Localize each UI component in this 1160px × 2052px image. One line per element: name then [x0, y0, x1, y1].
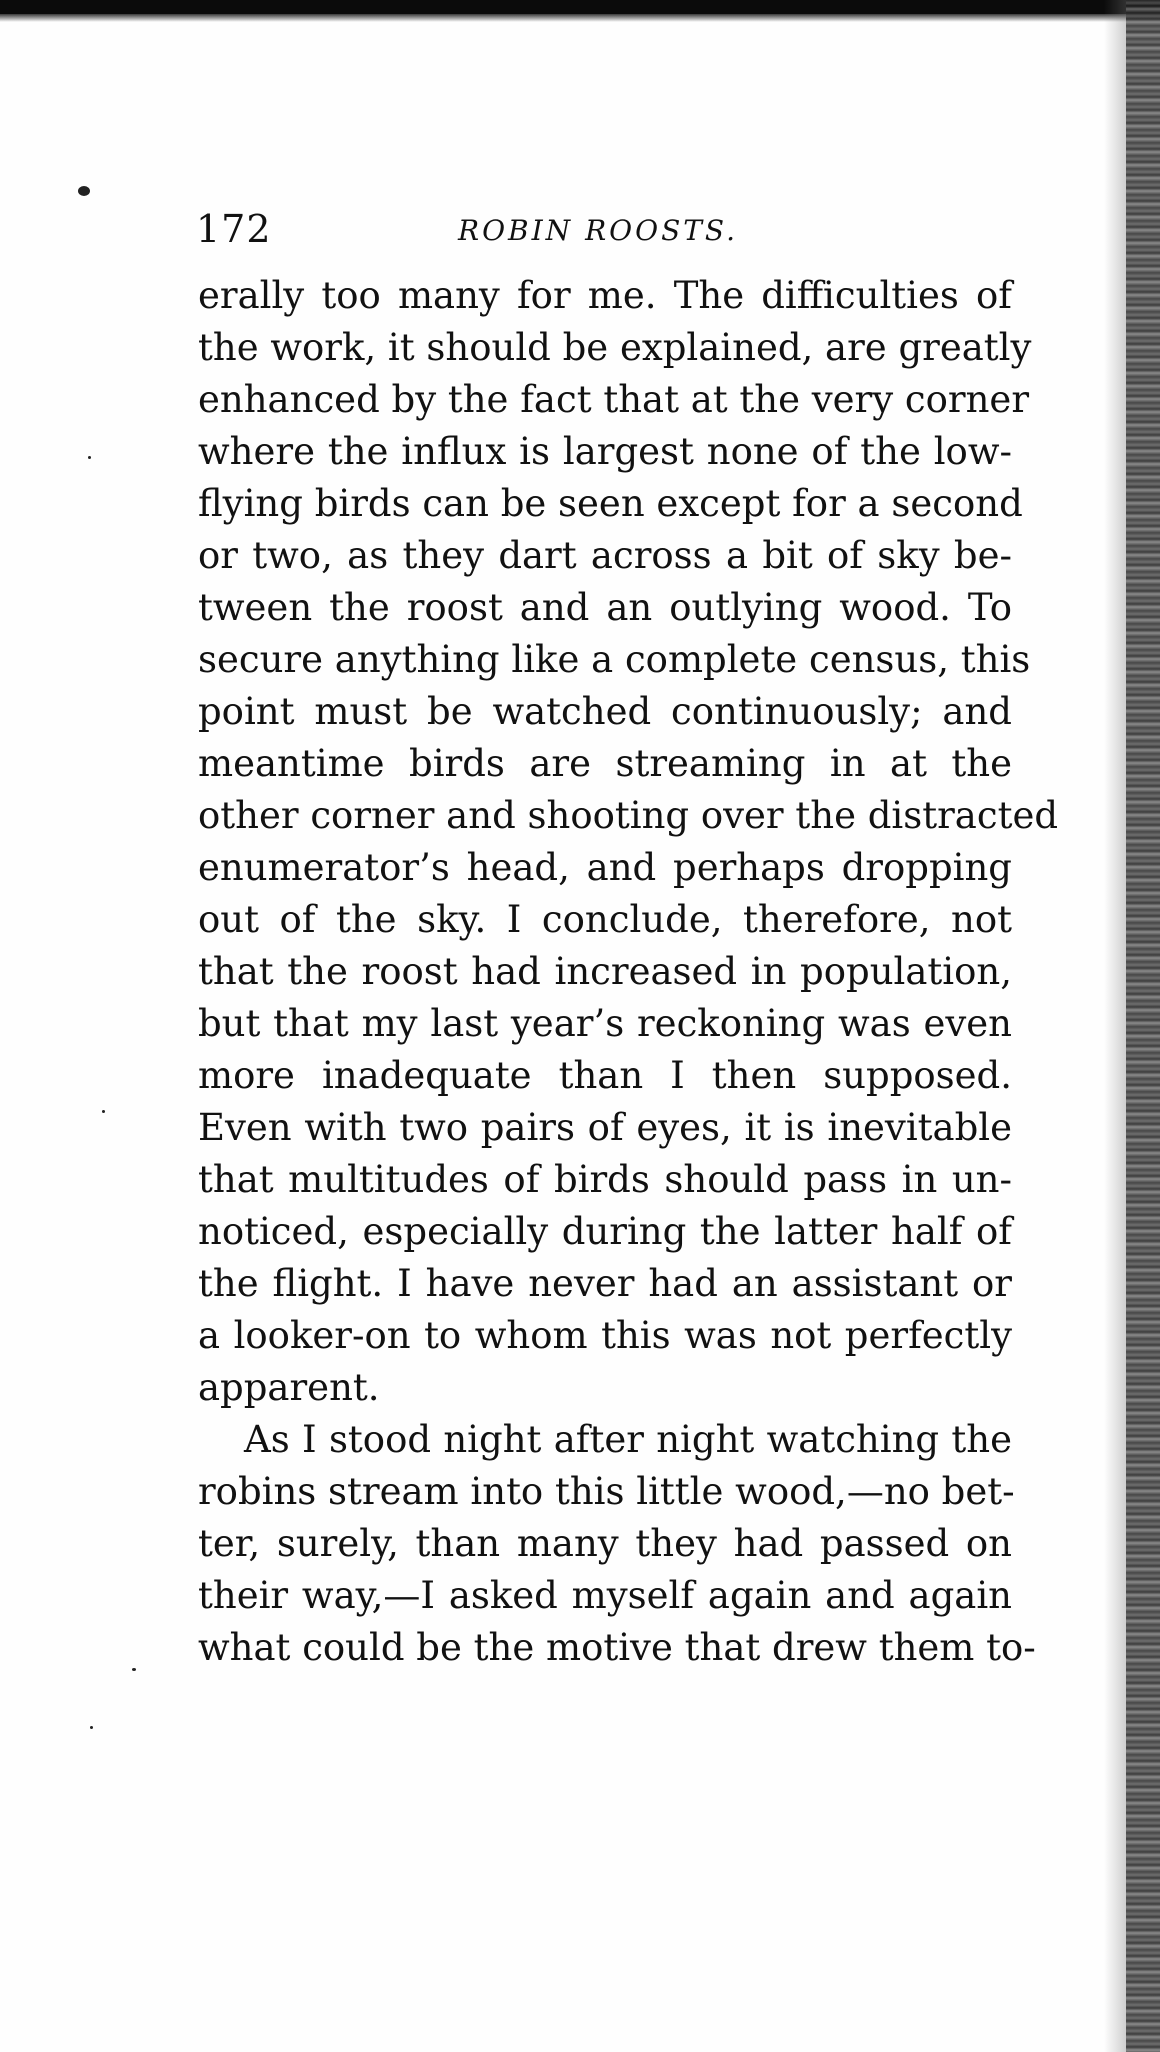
text-line: out of the sky. I conclude, therefore, not: [198, 898, 1012, 941]
scan-speck: [88, 456, 91, 459]
scan-gutter-shadow: [1104, 0, 1126, 2052]
text-line: but that my last year’s reckoning was even: [198, 1002, 1012, 1045]
text-line: As I stood night after night watching the: [244, 1418, 1012, 1461]
page-header: [196, 204, 1012, 254]
paragraph-1: [198, 270, 1059, 1414]
text-line: that the roost had increased in population,: [198, 950, 1012, 993]
text-line: or two, as they dart across a bit of sky be-: [198, 534, 1012, 577]
text-line: enumerator’s head, and perhaps dropping: [198, 846, 1012, 889]
scan-right-edge: [1126, 0, 1160, 2052]
text-line: a looker-on to whom this was not perfectly: [198, 1314, 1012, 1357]
text-line: enhanced by the fact that at the very corner: [198, 378, 1030, 421]
text-line: meantime birds are streaming in at the: [198, 742, 1012, 785]
paragraph-2: [198, 1414, 1036, 1674]
scan-top-edge: [0, 0, 1160, 14]
text-line: what could be the motive that drew them to-: [198, 1626, 1036, 1669]
scan-speck: [78, 186, 90, 196]
text-line: secure anything like a complete census, this: [198, 638, 1031, 681]
text-line: more inadequate than I then supposed.: [198, 1054, 1012, 1097]
text-line: the work, it should be explained, are greatly: [198, 326, 1032, 369]
running-head: ROBIN ROOSTS.: [458, 214, 739, 247]
text-line: other corner and shooting over the distracted: [198, 794, 1059, 837]
text-line: that multitudes of birds should pass in un-: [198, 1158, 1012, 1201]
text-line: apparent.: [198, 1366, 380, 1409]
text-line: flying birds can be seen except for a second: [198, 482, 1023, 525]
text-line: where the influx is largest none of the low-: [198, 430, 1012, 473]
text-line: tween the roost and an outlying wood. To: [198, 586, 1012, 629]
page-number: 172: [196, 207, 272, 251]
text-line: their way,—I asked myself again and again: [198, 1574, 1012, 1617]
scan-speck: [90, 1726, 93, 1729]
text-line: noticed, especially during the latter half of: [198, 1210, 1012, 1253]
scan-speck: [102, 1110, 105, 1113]
text-line: the flight. I have never had an assistant or: [198, 1262, 1012, 1305]
text-line: Even with two pairs of eyes, it is inevitable: [198, 1106, 1012, 1149]
text-line: ter, surely, than many they had passed on: [198, 1522, 1012, 1565]
scan-speck: [132, 1668, 136, 1671]
body-text: [198, 270, 1059, 1674]
text-line: point must be watched continuously; and: [198, 690, 1012, 733]
text-line: erally too many for me. The difficulties of: [198, 274, 1012, 317]
scan-top-shadow: [0, 14, 1160, 22]
text-line: robins stream into this little wood,—no bet-: [198, 1470, 1015, 1513]
